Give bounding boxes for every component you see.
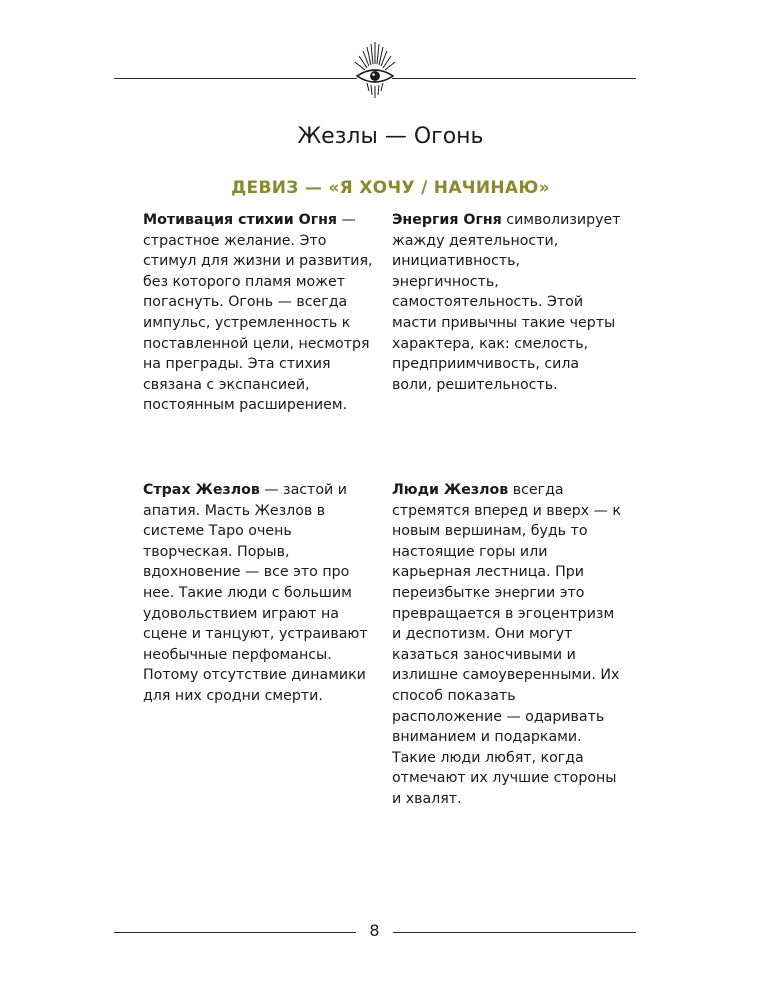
fear-text: — застой и апатия. Масть Жезлов в системе Таро очень творческая. Порыв, вдохновение — все это про нее. Такие люди с большим удовольствием играют на сцене и танцуют, устраивают необычные перфомансы. Потому отсутствие динамики для них сродни смерти. bbox=[143, 482, 368, 704]
footer-rule-left bbox=[114, 932, 356, 933]
footer-rule-right bbox=[393, 932, 636, 933]
energy-paragraph bbox=[392, 210, 622, 395]
people-text: всегда стремятся вперед и вверх — к новым вершинам, будь то настоящие горы или карьерная лестница. При переизбытке энергии это превращается в эгоцентризм и деспотизм. Они могут казаться заносчивыми и излишне самоуверенными. Их способ показать расположение — одаривать вниманием и подарками. Такие люди любят, когда отмечают их лучшие стороны и хвалят. bbox=[392, 482, 621, 807]
header-rule-right bbox=[392, 78, 636, 79]
header-rule-left bbox=[114, 78, 357, 79]
motto-heading: ДЕВИЗ — «Я ХОЧУ / НАЧИНАЮ» bbox=[231, 178, 550, 198]
page-title: Жезлы — Огонь bbox=[297, 124, 484, 149]
motivation-paragraph bbox=[143, 210, 373, 416]
people-paragraph bbox=[392, 480, 622, 810]
all-seeing-eye-icon bbox=[349, 40, 401, 100]
fear-lead: Страх Жезлов bbox=[143, 482, 260, 498]
energy-text: символизирует жажду деятельности, инициативность, энергичность, самостоятельность. Этой масти привычны такие черты характера, как: смелость, предприимчивость, сила воли, решительность. bbox=[392, 212, 621, 393]
energy-lead: Энергия Огня bbox=[392, 212, 502, 228]
people-lead: Люди Жезлов bbox=[392, 482, 509, 498]
motivation-text: — страстное желание. Это стимул для жизни и развития, без которого пламя может погаснуть. Огонь — всегда импульс, устремленность к поставленной цели, несмотря на преграды. Эта стихия связана с экспансией, постоянным расширением. bbox=[143, 212, 373, 414]
motivation-lead: Мотивация стихии Огня bbox=[143, 212, 338, 228]
page-number: 8 bbox=[369, 921, 380, 940]
fear-paragraph bbox=[143, 480, 373, 707]
